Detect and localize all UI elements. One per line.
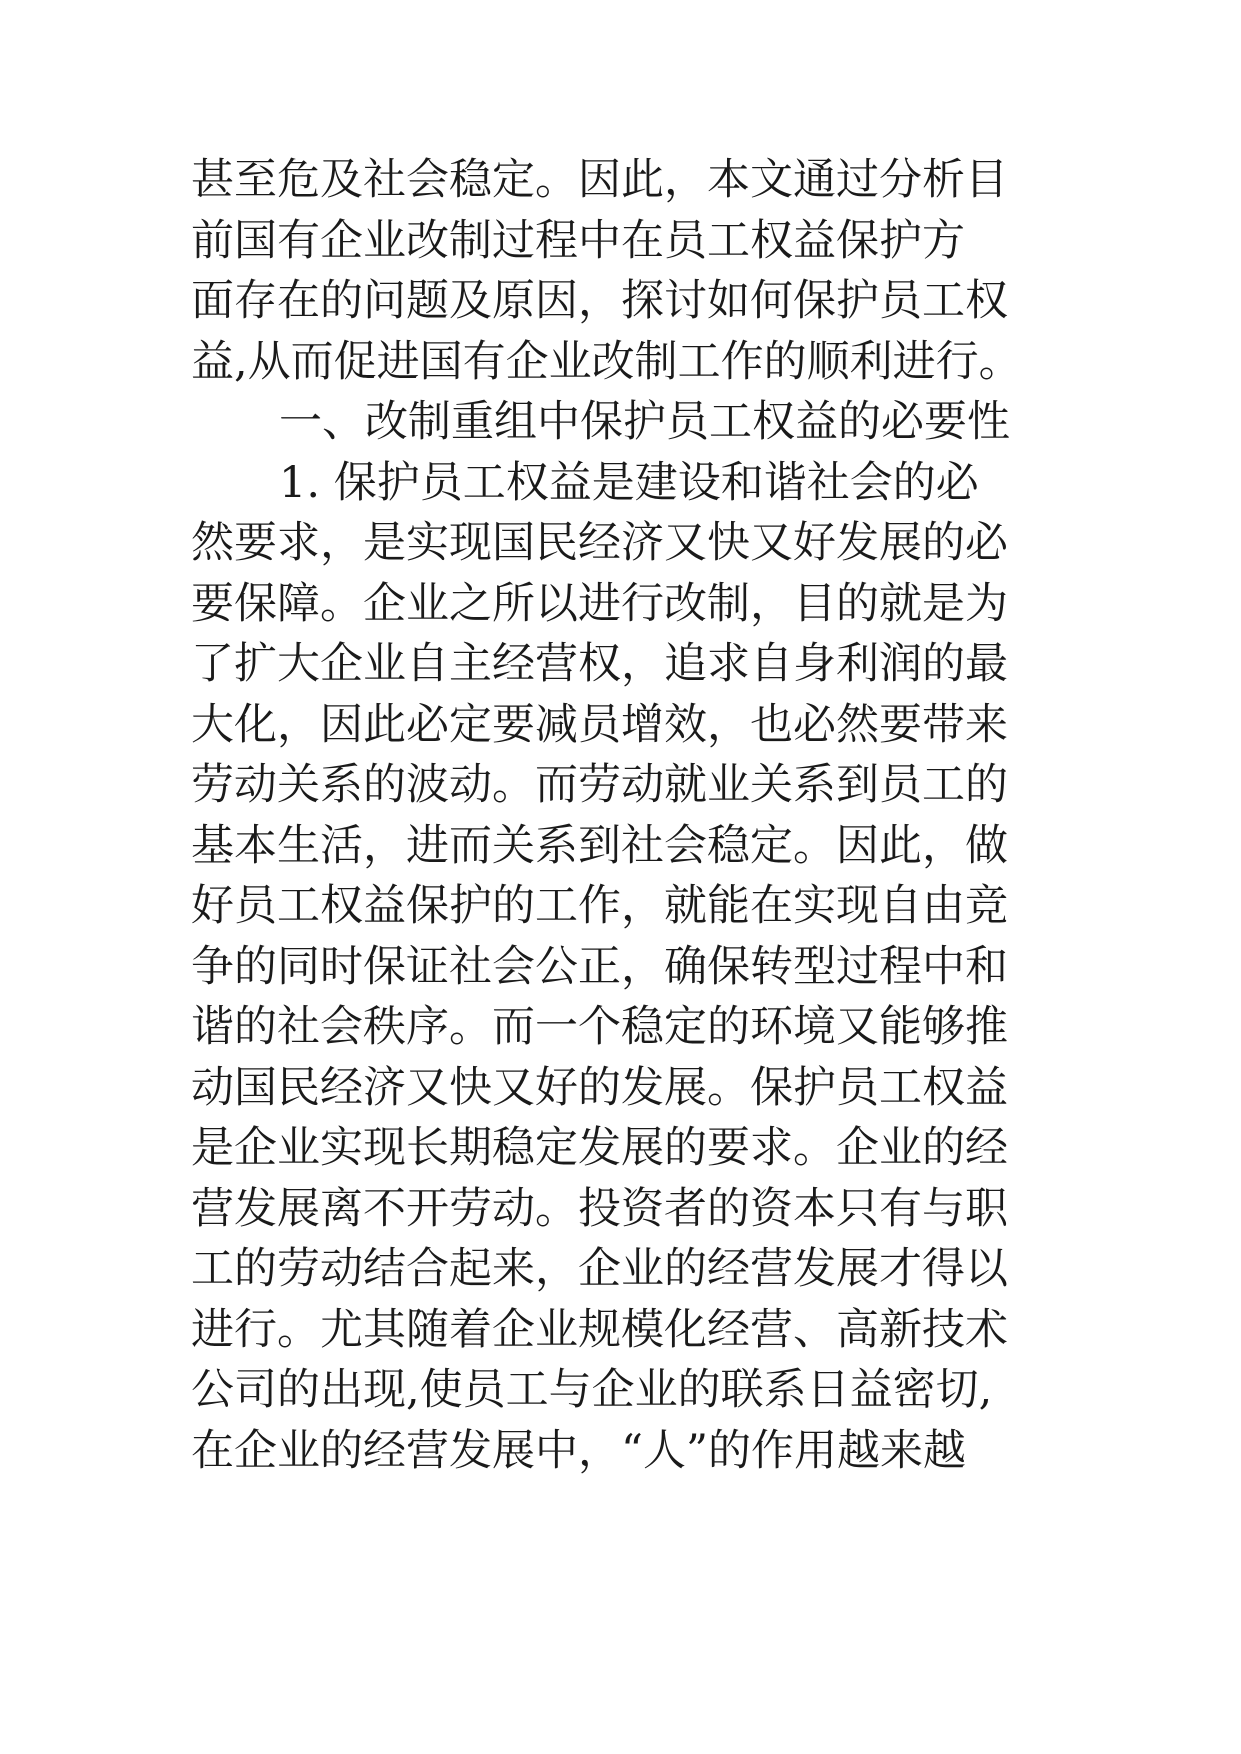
text-line: 然要求，是实现国民经济又快又好发展的必 bbox=[191, 518, 1008, 568]
text-line: 争的同时保证社会公正，确保转型过程中和 bbox=[191, 941, 1008, 992]
text-line: 劳动关系的波动。而劳动就业关系到员工的 bbox=[191, 760, 1008, 810]
text-line: 工的劳动结合起来，企业的经营发展才得以 bbox=[191, 1244, 1008, 1294]
text-line: 在企业的经营发展中，“人”的作用越来越 bbox=[191, 1425, 966, 1476]
text-line: 大化，因此必定要减员增效，也必然要带来 bbox=[191, 699, 1008, 750]
text-line: 动国民经济又快又好的发展。保护员工权益 bbox=[191, 1062, 1008, 1113]
text-line: 谐的社会秩序。而一个稳定的环境又能够推 bbox=[191, 1002, 1008, 1052]
text-line: 是企业实现长期稳定发展的要求。企业的经 bbox=[191, 1123, 1008, 1173]
text-line: 1. 保护员工权益是建设和谐社会的必 bbox=[279, 457, 979, 508]
text-line: 前国有企业改制过程中在员工权益保护方 bbox=[191, 215, 965, 266]
section-heading: 一、改制重组中保护员工权益的必要性 bbox=[279, 397, 1010, 447]
text-line: 益,从而促进国有企业改制工作的顺利进行。 bbox=[191, 336, 1022, 387]
text-line: 基本生活，进而关系到社会稳定。因此，做 bbox=[191, 820, 1008, 871]
text-line: 要保障。企业之所以进行改制，目的就是为 bbox=[191, 578, 1008, 629]
text-line: 面存在的问题及原因，探讨如何保护员工权 bbox=[191, 276, 1008, 326]
text-line: 营发展离不开劳动。投资者的资本只有与职 bbox=[191, 1183, 1008, 1234]
body-text bbox=[191, 150, 1061, 1481]
text-line: 了扩大企业自主经营权，追求自身利润的最 bbox=[191, 639, 1008, 689]
text-line: 好员工权益保护的工作，就能在实现自由竞 bbox=[191, 881, 1008, 931]
text-line: 公司的出现,使员工与企业的联系日益密切, bbox=[191, 1365, 993, 1415]
text-line: 进行。尤其随着企业规模化经营、高新技术 bbox=[191, 1304, 1008, 1355]
text-line: 甚至危及社会稳定。因此，本文通过分析目 bbox=[191, 155, 1008, 205]
